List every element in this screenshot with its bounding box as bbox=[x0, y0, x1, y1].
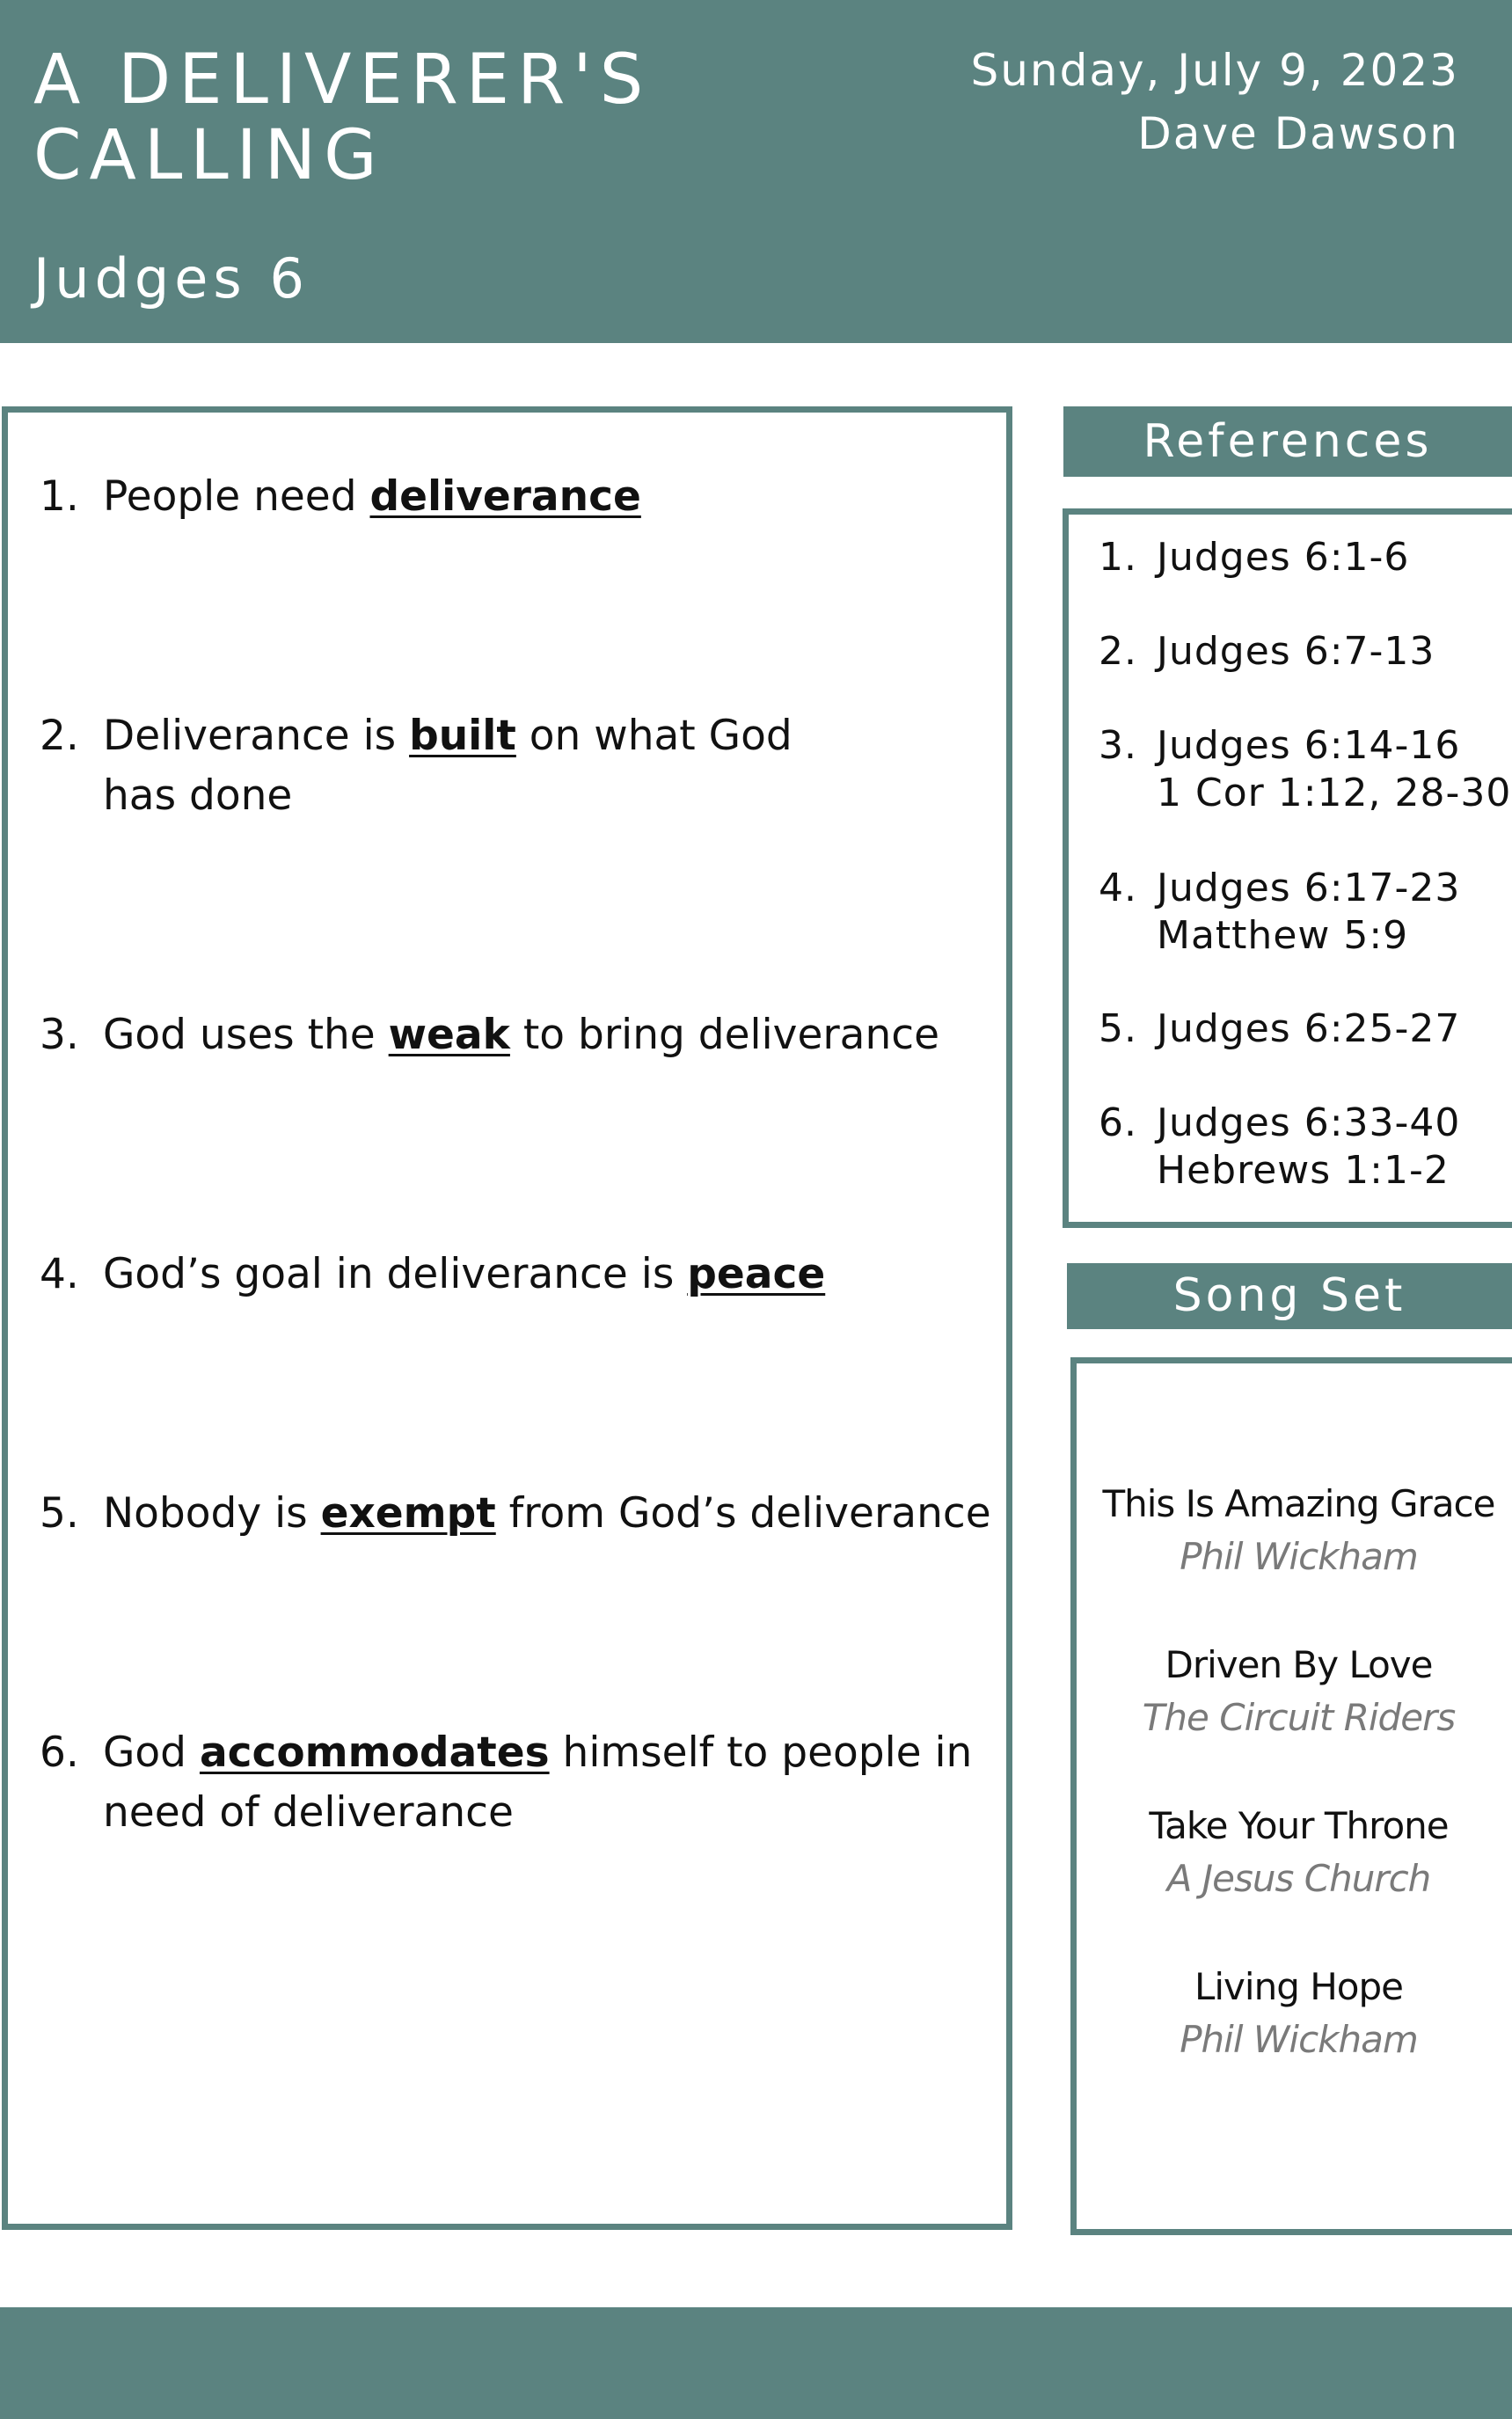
song-item bbox=[1077, 1800, 1512, 1905]
point-number: 4. bbox=[40, 1250, 79, 1298]
reference-line: Judges 6:7-13 bbox=[1157, 629, 1435, 674]
point-number: 2. bbox=[40, 712, 79, 760]
point-number: 1. bbox=[40, 472, 79, 521]
song-artist: Phil Wickham bbox=[1180, 1535, 1418, 1578]
point-number: 6. bbox=[40, 1728, 79, 1777]
point-text bbox=[103, 1484, 1009, 1544]
reference-line: 1 Cor 1:12, 28-30 bbox=[1157, 771, 1512, 815]
point-text bbox=[103, 467, 1009, 527]
reference-text bbox=[1157, 628, 1512, 676]
point-text-before: Deliverance is bbox=[103, 712, 410, 760]
sermon-meta bbox=[970, 39, 1459, 165]
reference-line: Judges 6:33-40 bbox=[1157, 1100, 1461, 1145]
point-keyword: exempt bbox=[320, 1489, 496, 1538]
reference-text bbox=[1157, 722, 1512, 817]
reference-line: Hebrews 1:1-2 bbox=[1157, 1148, 1450, 1193]
point-text-before: God bbox=[103, 1728, 200, 1777]
song-artist: The Circuit Riders bbox=[1142, 1696, 1456, 1739]
point-keyword: deliverance bbox=[369, 472, 641, 521]
header-banner bbox=[0, 0, 1512, 343]
point-text-before: God’s goal in deliverance is bbox=[103, 1250, 688, 1298]
point-number: 3. bbox=[40, 1011, 79, 1059]
point-text bbox=[103, 1723, 1009, 1843]
sermon-points-box bbox=[2, 406, 1012, 2230]
song-title: Living Hope bbox=[1194, 1965, 1403, 2008]
song-title: This Is Amazing Grace bbox=[1102, 1482, 1495, 1525]
references-heading: References bbox=[1063, 406, 1512, 477]
reference-text bbox=[1157, 1100, 1512, 1195]
reference-line: Judges 6:25-27 bbox=[1157, 1006, 1461, 1051]
point-keyword: peace bbox=[687, 1250, 826, 1298]
point-number: 5. bbox=[40, 1489, 79, 1538]
point-text bbox=[103, 1245, 1009, 1305]
point-text bbox=[103, 1005, 1009, 1065]
reference-number: 4. bbox=[1099, 866, 1137, 910]
reference-number: 1. bbox=[1099, 535, 1137, 580]
reference-number: 3. bbox=[1099, 723, 1137, 768]
references-box bbox=[1063, 508, 1512, 1228]
reference-number: 5. bbox=[1099, 1006, 1137, 1051]
point-text bbox=[103, 706, 1009, 826]
song-set-heading: Song Set bbox=[1067, 1263, 1512, 1329]
sermon-title-line-1: A DELIVERER'S bbox=[33, 40, 652, 120]
song-title: Driven By Love bbox=[1165, 1643, 1433, 1686]
sermon-title bbox=[33, 42, 651, 194]
reference-number: 6. bbox=[1099, 1100, 1137, 1145]
reference-line: Judges 6:14-16 bbox=[1157, 723, 1461, 768]
reference-number: 2. bbox=[1099, 629, 1137, 674]
point-keyword: weak bbox=[388, 1011, 510, 1059]
sermon-speaker: Dave Dawson bbox=[1137, 108, 1459, 159]
song-item bbox=[1077, 1639, 1512, 1744]
point-text-after: from God’s deliverance bbox=[495, 1489, 991, 1538]
point-text-before: People need bbox=[103, 472, 370, 521]
point-keyword: accommodates bbox=[199, 1728, 550, 1777]
song-set-box bbox=[1070, 1357, 1512, 2235]
footer-banner bbox=[0, 2307, 1512, 2419]
reference-line: Judges 6:1-6 bbox=[1157, 535, 1410, 580]
reference-line: Judges 6:17-23 bbox=[1157, 866, 1461, 910]
song-item bbox=[1077, 1961, 1512, 2066]
reference-text bbox=[1157, 1005, 1512, 1053]
point-text-after-line-2: has done bbox=[103, 771, 293, 820]
reference-text bbox=[1157, 865, 1512, 960]
sermon-title-line-2: CALLING bbox=[33, 116, 385, 195]
sermon-scripture: Judges 6 bbox=[33, 246, 310, 311]
point-text-before: God uses the bbox=[103, 1011, 389, 1059]
point-text-after: on what God bbox=[515, 712, 793, 760]
point-text-after-line-2: need of deliverance bbox=[103, 1788, 514, 1837]
song-artist: Phil Wickham bbox=[1180, 2018, 1418, 2061]
point-keyword: built bbox=[409, 712, 516, 760]
reference-text bbox=[1157, 534, 1512, 581]
sermon-date: Sunday, July 9, 2023 bbox=[970, 45, 1459, 96]
song-title: Take Your Throne bbox=[1149, 1804, 1449, 1847]
point-text-before: Nobody is bbox=[103, 1489, 321, 1538]
song-item bbox=[1077, 1478, 1512, 1583]
point-text-after: to bring deliverance bbox=[509, 1011, 940, 1059]
song-artist: A Jesus Church bbox=[1166, 1857, 1431, 1900]
point-text-after: himself to people in bbox=[549, 1728, 973, 1777]
reference-line: Matthew 5:9 bbox=[1157, 913, 1409, 958]
